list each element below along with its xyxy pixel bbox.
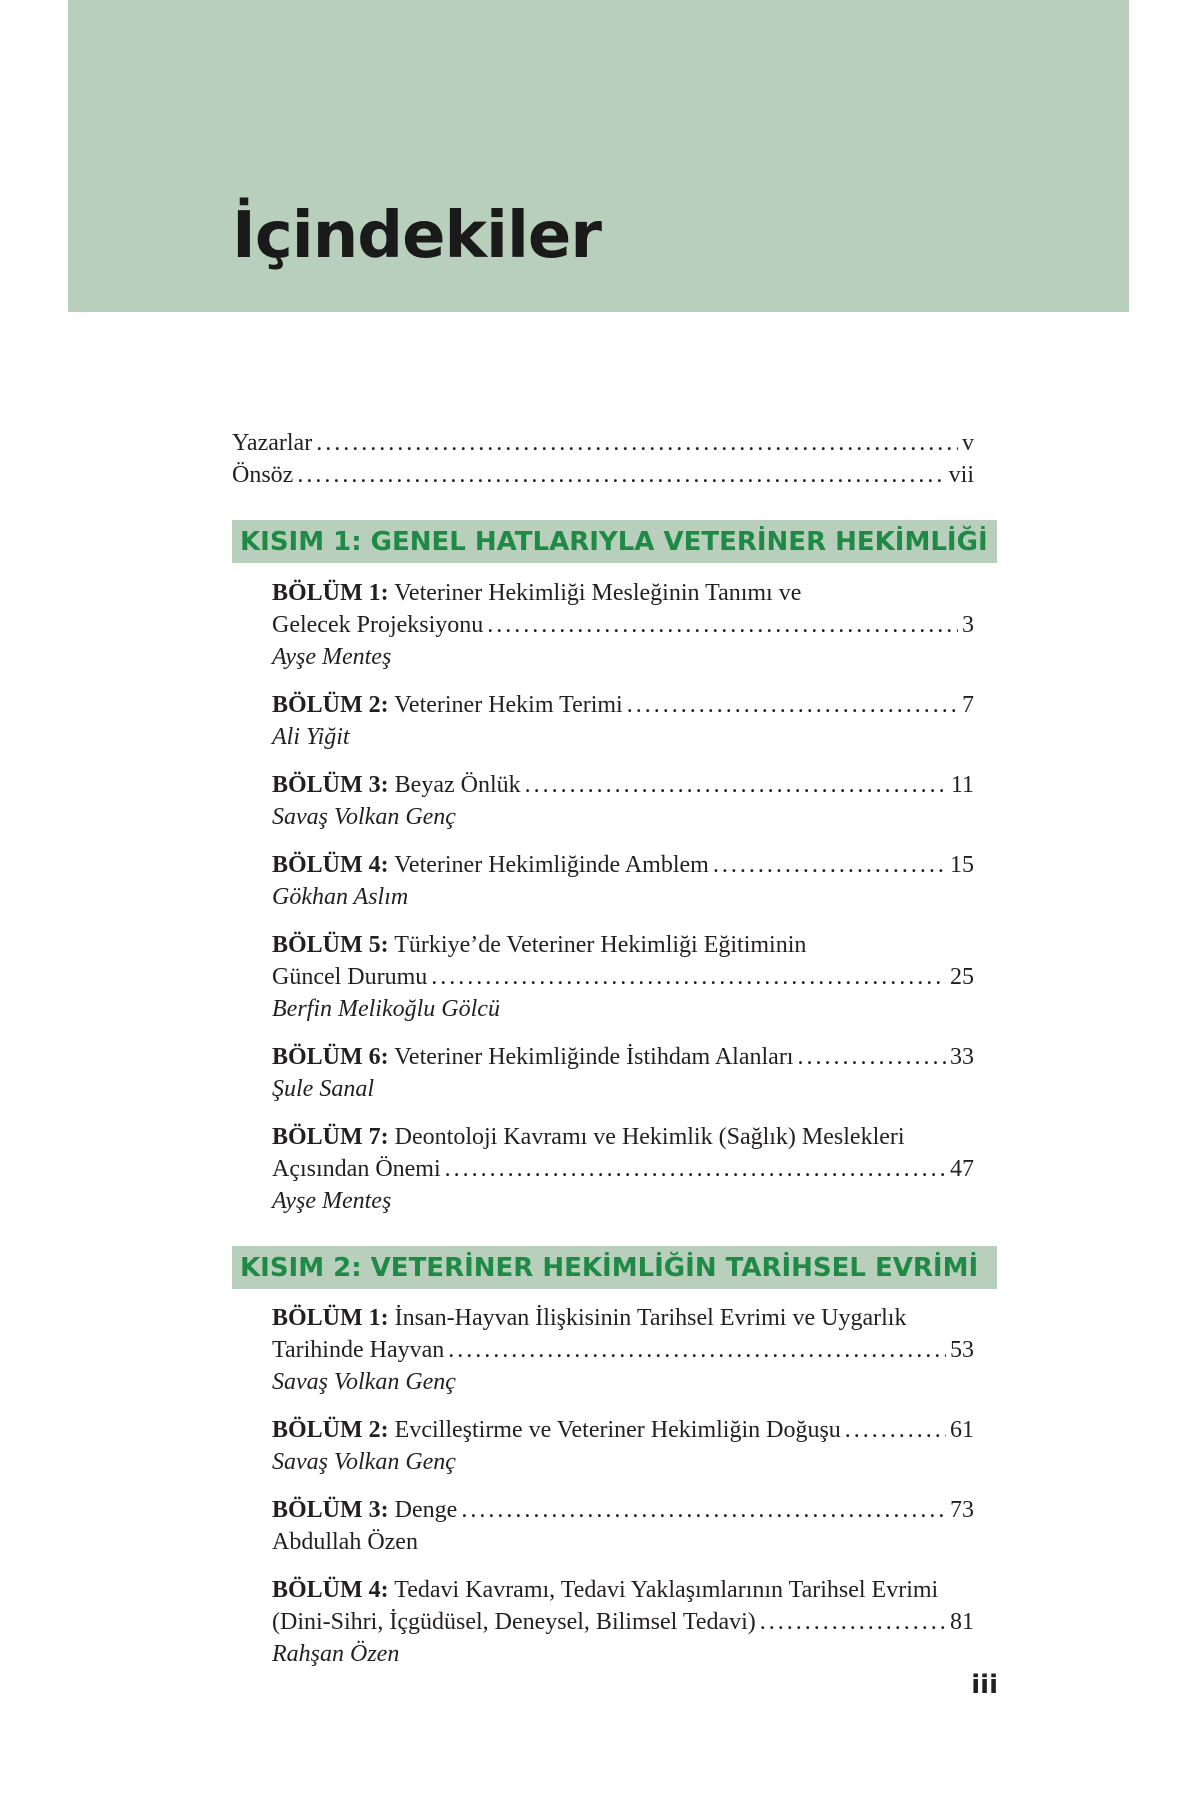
leader-dots xyxy=(445,1153,946,1185)
page-title: İçindekiler xyxy=(232,199,601,273)
chapter-author: Rahşan Özen xyxy=(272,1641,400,1667)
part-heading-2[interactable] xyxy=(232,1246,997,1289)
toc-chapter[interactable] xyxy=(272,769,974,833)
toc-chapter[interactable] xyxy=(272,1574,974,1670)
leader-dots xyxy=(797,1041,946,1073)
chapter-author: Şule Sanal xyxy=(272,1076,374,1102)
chapter-author: Savaş Volkan Genç xyxy=(272,804,456,830)
chapter-title-cont: Tarihinde Hayvan xyxy=(272,1337,445,1363)
toc-page-number: 53 xyxy=(950,1337,974,1363)
chapter-title-cont: Gelecek Projeksiyonu xyxy=(272,612,484,638)
part-heading-1[interactable] xyxy=(232,520,997,563)
toc-page-number: v xyxy=(962,430,974,456)
toc-page-number: vii xyxy=(948,462,974,488)
chapter-title-cont: Açısından Önemi xyxy=(272,1156,441,1182)
toc-chapter[interactable] xyxy=(272,1414,974,1478)
toc-page-number: 25 xyxy=(950,964,974,990)
leader-dots xyxy=(297,459,944,491)
leader-dots xyxy=(316,427,958,459)
chapter-title: İnsan-Hayvan İlişkisinin Tarihsel Evrimi ve Uygarlık xyxy=(394,1305,907,1331)
chapter-label: BÖLÜM 7: xyxy=(272,1124,389,1150)
chapter-title: Veteriner Hekimliği Mesleğinin Tanımı ve xyxy=(394,580,802,606)
chapter-author: Abdullah Özen xyxy=(272,1529,418,1555)
toc-page-number: 73 xyxy=(950,1497,974,1523)
chapter-author: Ali Yiğit xyxy=(272,724,350,750)
chapter-author: Ayşe Menteş xyxy=(272,644,392,670)
chapter-label: BÖLÜM 6: xyxy=(272,1044,389,1070)
toc-chapter[interactable] xyxy=(272,849,974,913)
chapter-title: Veteriner Hekimliğinde İstihdam Alanları xyxy=(394,1044,794,1070)
leader-dots xyxy=(627,689,958,721)
toc-page-number: 33 xyxy=(950,1044,974,1070)
chapter-author: Savaş Volkan Genç xyxy=(272,1369,456,1395)
toc-chapter[interactable] xyxy=(272,1041,974,1105)
chapter-title: Tedavi Kavramı, Tedavi Yaklaşımlarının Tarihsel Evrimi xyxy=(394,1577,939,1603)
chapter-title-cont: Güncel Durumu xyxy=(272,964,428,990)
toc-chapter[interactable] xyxy=(272,1494,974,1558)
chapter-title: Denge xyxy=(394,1497,458,1523)
chapter-author: Berfin Melikoğlu Gölcü xyxy=(272,996,500,1022)
toc-chapter[interactable] xyxy=(272,1302,974,1398)
chapter-label: BÖLÜM 2: xyxy=(272,1417,389,1443)
toc-page-number: 61 xyxy=(950,1417,974,1443)
chapter-label: BÖLÜM 4: xyxy=(272,852,389,878)
chapter-label: BÖLÜM 5: xyxy=(272,932,389,958)
chapter-label: BÖLÜM 4: xyxy=(272,1577,389,1603)
toc-entry-label: Yazarlar xyxy=(232,430,313,456)
toc-entry-authors[interactable] xyxy=(232,427,974,459)
chapter-title: Veteriner Hekimliğinde Amblem xyxy=(394,852,709,878)
toc-entry-label: Önsöz xyxy=(232,462,294,488)
leader-dots xyxy=(713,849,946,881)
leader-dots xyxy=(487,609,958,641)
leader-dots xyxy=(431,961,946,993)
chapter-title: Deontoloji Kavramı ve Hekimlik (Sağlık) Meslekleri xyxy=(394,1124,905,1150)
toc-page-number: 15 xyxy=(950,852,974,878)
chapter-title-cont: (Dini-Sihri, İçgüdüsel, Deneysel, Bilimsel Tedavi) xyxy=(272,1609,756,1635)
leader-dots xyxy=(760,1606,946,1638)
chapter-author: Savaş Volkan Genç xyxy=(272,1449,456,1475)
leader-dots xyxy=(448,1334,946,1366)
toc-page-number: 81 xyxy=(950,1609,974,1635)
toc-chapter[interactable] xyxy=(272,929,974,1025)
leader-dots xyxy=(525,769,947,801)
chapter-title: Veteriner Hekim Terimi xyxy=(394,692,623,718)
toc-chapter[interactable] xyxy=(272,689,974,753)
chapter-title: Evcilleştirme ve Veteriner Hekimliğin Doğuşu xyxy=(394,1417,841,1443)
chapter-label: BÖLÜM 1: xyxy=(272,580,389,606)
leader-dots xyxy=(461,1494,946,1526)
chapter-title: Türkiye’de Veteriner Hekimliği Eğitiminin xyxy=(394,932,807,958)
chapter-author: Gökhan Aslım xyxy=(272,884,409,910)
chapter-label: BÖLÜM 1: xyxy=(272,1305,389,1331)
toc-page-number: 3 xyxy=(962,612,974,638)
part-heading-text: KISIM 1: GENEL HATLARIYLA VETERİNER HEKİMLİĞİ xyxy=(240,527,988,557)
toc-page-number: 47 xyxy=(950,1156,974,1182)
chapter-label: BÖLÜM 3: xyxy=(272,772,389,798)
toc-page-number: 11 xyxy=(950,772,974,798)
chapter-author: Ayşe Menteş xyxy=(272,1188,392,1214)
chapter-title: Beyaz Önlük xyxy=(394,772,521,798)
toc-chapter[interactable] xyxy=(272,1121,974,1217)
leader-dots xyxy=(845,1414,946,1446)
page-number: iii xyxy=(971,1670,998,1700)
toc-page-number: 7 xyxy=(962,692,974,718)
chapter-label: BÖLÜM 2: xyxy=(272,692,389,718)
toc-entry-preface[interactable] xyxy=(232,459,974,491)
toc-chapter[interactable] xyxy=(272,577,974,673)
part-heading-text: KISIM 2: VETERİNER HEKİMLİĞİN TARİHSEL EVRİMİ xyxy=(240,1253,979,1283)
chapter-label: BÖLÜM 3: xyxy=(272,1497,389,1523)
